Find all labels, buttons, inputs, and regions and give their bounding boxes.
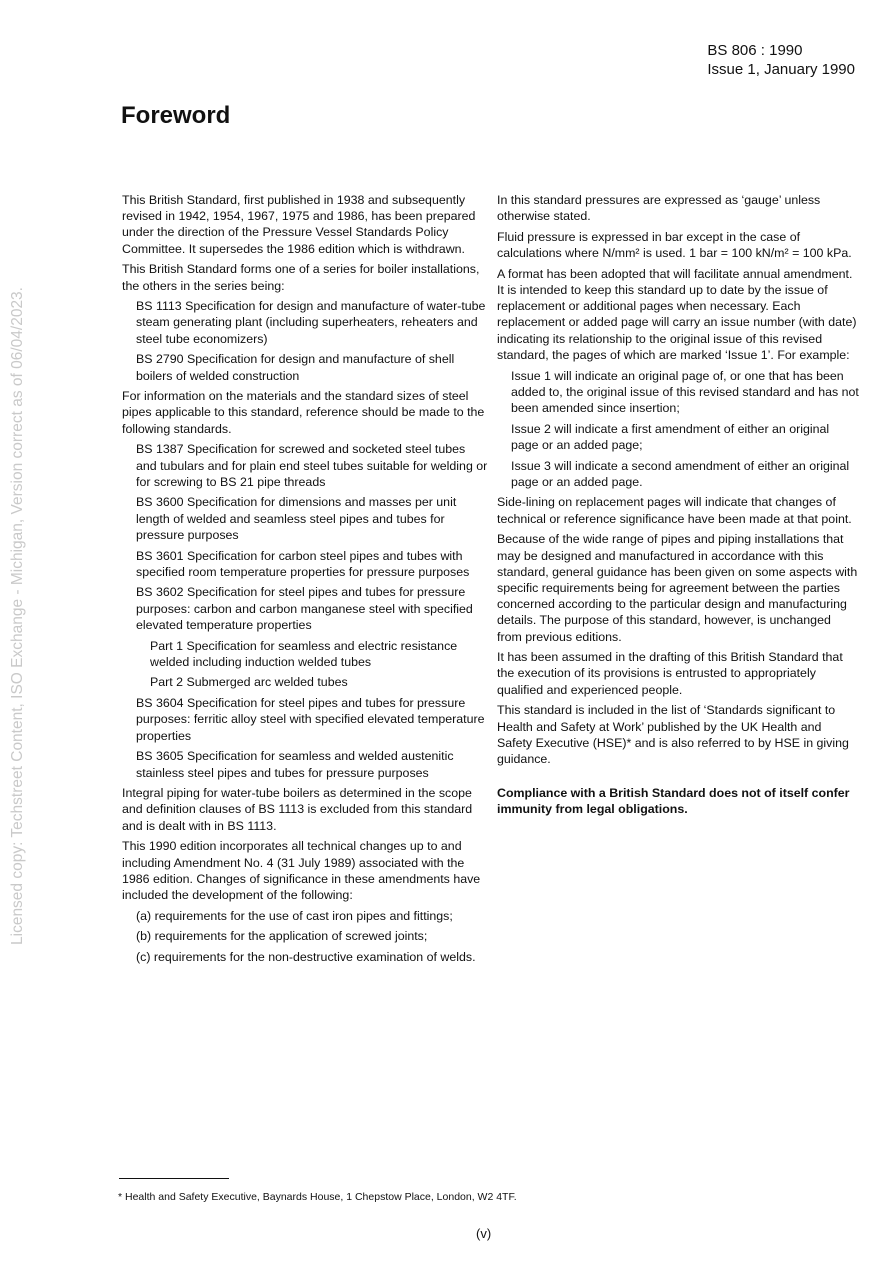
standard-reference: BS 3605 Specification for seamless and welded austenitic stainless steel pipes and tubes for pressure purposes bbox=[136, 749, 454, 780]
paragraph: In this standard pressures are expressed as ‘gauge’ unless otherwise stated. bbox=[497, 193, 821, 224]
issue-example: Issue 3 will indicate a second amendment of either an original page or an added page. bbox=[511, 458, 850, 489]
compliance-notice: Compliance with a British Standard does not of itself confer immunity from legal obligations. bbox=[497, 786, 850, 817]
watermark-text: Licensed copy: Techstreet Content, ISO Exchange - Michigan, Version correct as of 06/04/2023. bbox=[9, 287, 26, 945]
paragraph: Integral piping for water-tube boilers as determined in the scope and definition clauses of BS 1113 is excluded from this standard and is dealt with in BS 1113. bbox=[122, 786, 473, 833]
standard-part: Part 2 Submerged arc welded tubes bbox=[150, 675, 348, 690]
standard-reference: BS 3601 Specification for carbon steel pipes and tubes with specified room temperature properties for pressure purposes bbox=[136, 548, 470, 579]
paragraph: Side-lining on replacement pages will indicate that changes of technical or reference significance have been made at that point. bbox=[497, 495, 852, 526]
issue-example: Issue 2 will indicate a first amendment of either an original page or an added page; bbox=[511, 421, 830, 452]
paragraph: This British Standard, first published in 1938 and subsequently revised in 1942, 1954, 1967, 1975 and 1986, has been prepared under the direction of the Pressure Vessel Standards Policy Committee. It supersedes the 1986 edition which is withdrawn. bbox=[122, 193, 476, 256]
document-header bbox=[707, 41, 855, 79]
right-column bbox=[497, 192, 859, 822]
page-title: Foreword bbox=[121, 102, 231, 129]
footnote-divider bbox=[119, 1178, 229, 1179]
paragraph: Fluid pressure is expressed in bar except in the case of calculations where N/mm² is used. 1 bar = 100 kN/m² = 100 kPa. bbox=[497, 229, 852, 261]
list-item: (a) requirements for the use of cast iron pipes and fittings; bbox=[136, 908, 453, 923]
paragraph: This 1990 edition incorporates all technical changes up to and including Amendment No. 4 (31 July 1989) associated with the 1986 edition. Changes of significance in these amendments have included the development of the following: bbox=[122, 839, 481, 902]
paragraph: A format has been adopted that will facilitate annual amendment. It is intended to keep this standard up to date by the issue of replacement or additional pages when necessary. Each replacement or added page will carry an issue number (with date) indicating its relationship to the original issue of this revised standard, the pages of which are marked ‘Issue 1’. For example: bbox=[497, 266, 857, 362]
paragraph: This standard is included in the list of ‘Standards significant to Health and Safety at Work’ published by the UK Health and Safety Executive (HSE)* and is also referred to by HSE in giving guidance. bbox=[497, 703, 849, 766]
list-item: (c) requirements for the non-destructive examination of welds. bbox=[136, 950, 476, 965]
standard-reference: BS 3604 Specification for steel pipes and tubes for pressure purposes: ferritic alloy steel with specified elevated temperature properties bbox=[136, 696, 485, 743]
footnote: * Health and Safety Executive, Baynards House, 1 Chepstow Place, London, W2 4TF. bbox=[118, 1191, 517, 1203]
list-item: (b) requirements for the application of screwed joints; bbox=[136, 929, 428, 944]
standard-reference: BS 3600 Specification for dimensions and masses per unit length of welded and seamless steel pipes and tubes for pressure purposes bbox=[136, 495, 457, 542]
page-number: (v) bbox=[476, 1226, 492, 1241]
standard-reference: BS 3602 Specification for steel pipes and tubes for pressure purposes: carbon and carbon manganese steel with specified elevated temperature properties bbox=[136, 585, 473, 632]
paragraph: It has been assumed in the drafting of this British Standard that the execution of its provisions is entrusted to appropriately qualified and experienced people. bbox=[497, 650, 843, 697]
paragraph: Because of the wide range of pipes and piping installations that may be designed and manufactured in accordance with this standard, general guidance has been given on some aspects with specific requirements being for agreement between the parties concerned according to the particular design and manufacturing details. The purpose of this standard, however, is unchanged from previous editions. bbox=[497, 532, 858, 644]
issue-example: Issue 1 will indicate an original page of, or one that has been added to, the original issue of this revised standard and has not been amended since insertion; bbox=[511, 368, 859, 415]
paragraph: This British Standard forms one of a series for boiler installations, the others in the series being: bbox=[122, 262, 480, 293]
standard-reference: BS 1387 Specification for screwed and socketed steel tubes and tubulars and for plain end steel tubes suitable for welding or for screwing to BS 21 pipe threads bbox=[136, 442, 488, 489]
standard-reference: BS 1113 Specification for design and manufacture of water-tube steam generating plant (including superheaters, reheaters and steel tube economizers) bbox=[136, 299, 486, 346]
paragraph: For information on the materials and the standard sizes of steel pipes applicable to this standard, reference should be made to the following standards. bbox=[122, 389, 485, 436]
issue-date: Issue 1, January 1990 bbox=[707, 61, 855, 78]
standard-number: BS 806 : 1990 bbox=[707, 42, 803, 59]
left-column bbox=[122, 192, 488, 970]
standard-part: Part 1 Specification for seamless and electric resistance welded including induction welded tubes bbox=[150, 638, 458, 669]
standard-reference: BS 2790 Specification for design and manufacture of shell boilers of welded construction bbox=[136, 352, 455, 383]
